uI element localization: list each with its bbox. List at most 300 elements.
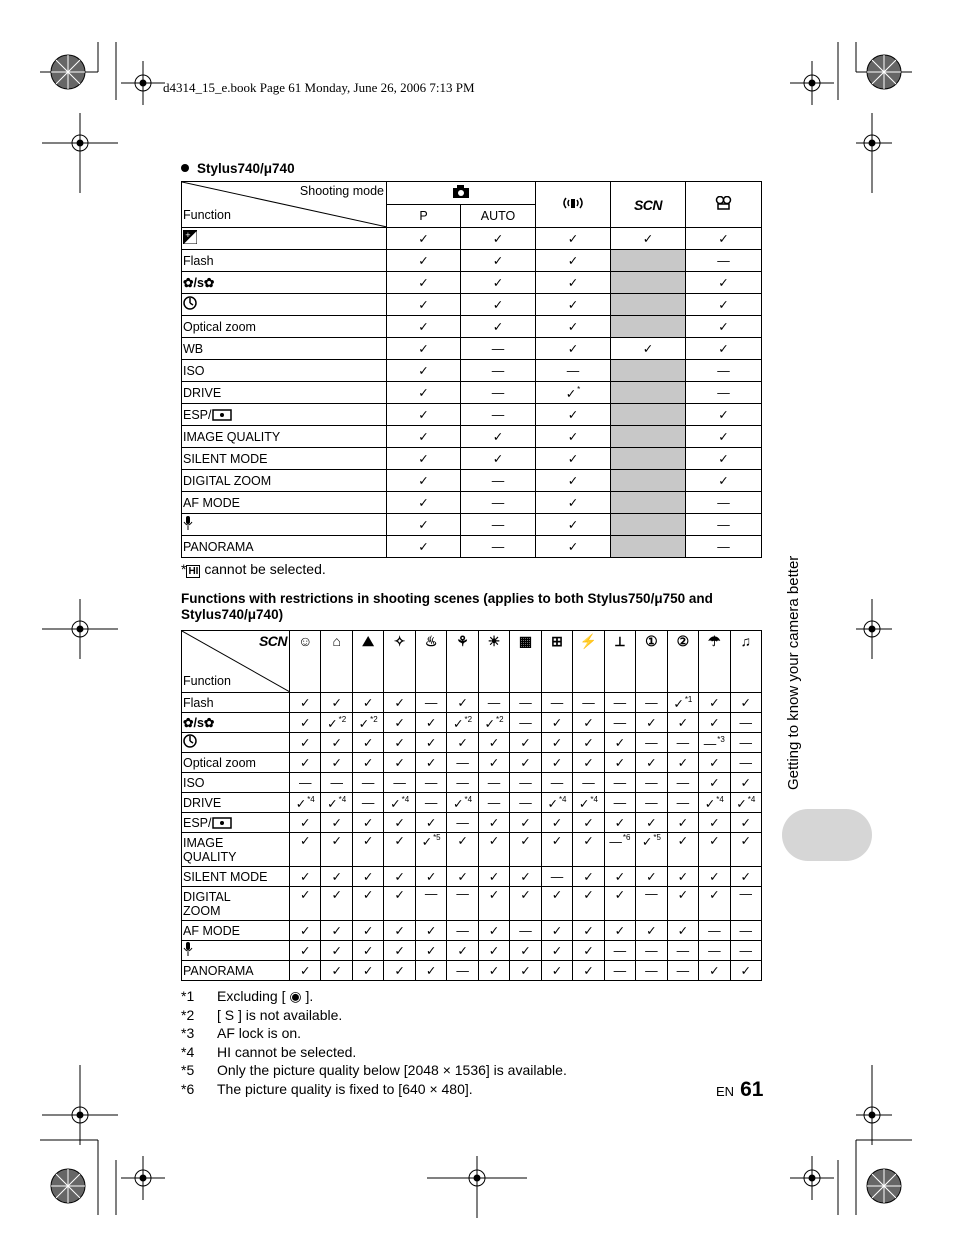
row-label: PANORAMA <box>182 961 290 981</box>
table-cell: ✓ <box>447 941 478 961</box>
table-cell <box>611 426 686 448</box>
row-label: AF MODE <box>182 492 387 514</box>
table-cell: ✓ <box>536 470 611 492</box>
table-cell: — <box>510 773 541 793</box>
shooting-mode-label: Shooting mode <box>299 184 384 198</box>
macro-icon: ✿/s✿ <box>183 716 215 730</box>
table-cell: ✓ <box>290 753 321 773</box>
table-cell: — <box>352 773 383 793</box>
table-cell <box>611 470 686 492</box>
function-label: Function <box>183 674 231 688</box>
footnote-item <box>181 1043 567 1062</box>
scene-icon: ♫ <box>740 633 752 649</box>
table-cell: — <box>321 773 352 793</box>
table-cell: ✓ <box>541 733 572 753</box>
footnote-text: cannot be selected. <box>204 561 326 577</box>
table-cell: — <box>686 382 762 404</box>
table-cell: — <box>461 382 536 404</box>
table-cell: — <box>636 961 667 981</box>
table-row <box>182 833 762 867</box>
table-cell: ✓ <box>461 448 536 470</box>
scene-icon: ⚡ <box>579 633 598 649</box>
table-cell: ✓ <box>415 753 446 773</box>
table-cell: — <box>636 773 667 793</box>
camera-icon <box>452 185 470 199</box>
table-cell: — <box>686 514 762 536</box>
table-cell: ✓$^{*5}$ <box>636 833 667 867</box>
footnote-item <box>181 1006 567 1025</box>
table-cell: — <box>447 921 478 941</box>
table-cell: ✓ <box>290 961 321 981</box>
table-cell: ✓ <box>290 921 321 941</box>
table-row <box>182 426 762 448</box>
spot-metering-icon <box>212 816 232 830</box>
table-cell: ✓ <box>478 961 509 981</box>
table-cell: ✓ <box>536 294 611 316</box>
table-cell: ✓ <box>290 713 321 733</box>
table-cell: ✓ <box>536 228 611 250</box>
page-number <box>716 1078 763 1102</box>
table-cell: — <box>447 813 478 833</box>
camera-mode-header <box>387 182 536 205</box>
table-cell: — <box>730 753 761 773</box>
table-cell: ✓ <box>478 887 509 921</box>
table-cell: ✓ <box>510 733 541 753</box>
table-cell: — <box>604 773 635 793</box>
table-row <box>182 733 762 753</box>
footnote-item <box>181 987 567 1006</box>
table-cell: ✓ <box>384 867 415 887</box>
table-cell: ✓ <box>604 753 635 773</box>
table-cell: ✓ <box>667 713 698 733</box>
table-row <box>182 887 762 921</box>
table-cell: ✓ <box>699 753 730 773</box>
table-cell: ✓ <box>461 250 536 272</box>
footnote-text: Excluding [ ◉ ]. <box>217 988 314 1004</box>
table-cell: ✓ <box>387 360 461 382</box>
table-cell: ✓ <box>536 514 611 536</box>
table-cell: — <box>667 733 698 753</box>
table-cell: ✓ <box>387 536 461 558</box>
table-cell: — <box>667 793 698 813</box>
table-cell: ✓ <box>290 833 321 867</box>
row-label <box>182 294 387 316</box>
row-label: ISO <box>182 360 387 382</box>
table-row <box>182 338 762 360</box>
table-cell: — <box>699 921 730 941</box>
table-cell: ✓ <box>573 753 604 773</box>
table-cell: ✓ <box>352 921 383 941</box>
scene-header-7 <box>478 631 509 693</box>
table-cell: — <box>510 713 541 733</box>
table-row <box>182 382 762 404</box>
table-cell: ✓ <box>352 867 383 887</box>
table-cell: ✓ <box>415 961 446 981</box>
table-cell: ✓ <box>387 272 461 294</box>
section-tab <box>782 809 872 861</box>
table-cell: ✓ <box>667 753 698 773</box>
scene-icon: ♨ <box>424 633 438 649</box>
table-cell: ✓ <box>387 382 461 404</box>
table-cell: ✓ <box>730 813 761 833</box>
table-cell: ✓ <box>573 733 604 753</box>
scene-header-13 <box>667 631 698 693</box>
table-cell: ✓$^{*2}$ <box>352 713 383 733</box>
table-cell: ✓ <box>699 887 730 921</box>
table-cell <box>611 492 686 514</box>
page-number-value: 61 <box>740 1078 764 1101</box>
footnote-number: *4 <box>181 1043 195 1060</box>
table-cell: — <box>461 404 536 426</box>
table-cell: ✓ <box>536 338 611 360</box>
scn-icon: SCN <box>633 196 663 213</box>
table-cell: — <box>541 693 572 713</box>
self-timer-icon <box>183 737 197 751</box>
table-cell: ✓ <box>667 813 698 833</box>
scene-header-11 <box>604 631 635 693</box>
table-cell: — <box>536 360 611 382</box>
footnote-number: *3 <box>181 1025 195 1041</box>
table-cell: ✓$^{*2}$ <box>321 713 352 733</box>
table-cell: ✓ <box>536 316 611 338</box>
scene-header-15 <box>730 631 761 693</box>
section-heading: Functions with restrictions in shooting scenes (applies to both Stylus750/μ750 and Stylus740/μ740) <box>181 591 713 622</box>
table-cell: ✓ <box>352 941 383 961</box>
table-cell: ✓ <box>536 426 611 448</box>
microphone-icon <box>183 945 193 959</box>
table-cell: ✓ <box>541 833 572 867</box>
table-cell: ✓ <box>290 813 321 833</box>
table-cell: — <box>415 693 446 713</box>
scene-header-6 <box>447 631 478 693</box>
table2-header-corner <box>182 631 290 693</box>
table-cell <box>611 382 686 404</box>
table-cell: — <box>604 961 635 981</box>
table-cell: ✓ <box>321 921 352 941</box>
table-cell <box>611 316 686 338</box>
table-cell: ✓ <box>321 753 352 773</box>
table-cell: — <box>667 961 698 981</box>
table-cell: ✓ <box>387 448 461 470</box>
scene-header-10 <box>573 631 604 693</box>
table-row <box>182 813 762 833</box>
table-row <box>182 961 762 981</box>
table-cell: ✓$^{*4}$ <box>730 793 761 813</box>
table-cell: ✓ <box>636 813 667 833</box>
table-cell: — <box>478 793 509 813</box>
table-cell: ✓ <box>541 887 572 921</box>
table-cell: ✓ <box>510 867 541 887</box>
table-cell: ✓ <box>686 470 762 492</box>
table-cell: — <box>636 941 667 961</box>
row-label: ESP/ <box>182 813 290 833</box>
table-row <box>182 773 762 793</box>
table-cell: ✓ <box>573 941 604 961</box>
table-cell: ✓ <box>415 921 446 941</box>
footnote-text: The picture quality is fixed to [640 × 480]. <box>217 1080 473 1097</box>
table-cell: ✓ <box>461 316 536 338</box>
table-cell: ✓ <box>686 448 762 470</box>
table-cell: ✓ <box>573 713 604 733</box>
function-mode-table <box>181 181 762 558</box>
model-title <box>181 161 295 176</box>
table-cell: ✓ <box>384 887 415 921</box>
table1-footnote <box>181 561 326 578</box>
table-cell: ✓ <box>321 813 352 833</box>
table-cell: ✓ <box>461 272 536 294</box>
microphone-icon <box>183 519 193 533</box>
table-cell: ✓ <box>384 753 415 773</box>
table-cell <box>611 360 686 382</box>
scene-icon: ⌂ <box>332 633 341 649</box>
scene-restrictions-table <box>181 630 762 981</box>
table-cell: ✓ <box>541 921 572 941</box>
p-subheader: P <box>387 205 461 228</box>
row-label: SILENT MODE <box>182 448 387 470</box>
table-cell: — <box>461 338 536 360</box>
table-cell: ✓ <box>290 733 321 753</box>
bullet-icon <box>181 164 189 172</box>
table-cell: ✓ <box>686 426 762 448</box>
table-cell: ✓ <box>384 813 415 833</box>
table-cell: ✓ <box>384 833 415 867</box>
scene-icon: ⛰ <box>362 633 375 649</box>
table1-header-corner <box>182 182 387 228</box>
table-cell: ✓ <box>387 404 461 426</box>
table-cell: ✓ <box>384 921 415 941</box>
table-cell: ✓ <box>730 773 761 793</box>
table-row <box>182 360 762 382</box>
scene-icon: ✧ <box>393 633 406 649</box>
table-cell: ✓ <box>478 833 509 867</box>
row-label: Flash <box>182 250 387 272</box>
table-cell: —$^{*3}$ <box>699 733 730 753</box>
table-cell: — <box>667 941 698 961</box>
footnote-text: AF lock is on. <box>217 1025 302 1041</box>
table-cell: ✓ <box>699 693 730 713</box>
footnotes <box>181 987 567 1098</box>
table-cell: ✓ <box>321 733 352 753</box>
table-cell: ✓ <box>384 941 415 961</box>
exposure-compensation-icon <box>183 233 197 247</box>
table-cell <box>611 448 686 470</box>
table-cell: ✓ <box>536 404 611 426</box>
table-cell: ✓ <box>461 228 536 250</box>
table-cell: ✓ <box>415 733 446 753</box>
table-row <box>182 514 762 536</box>
table-row <box>182 228 762 250</box>
scene-header-1 <box>290 631 321 693</box>
table-cell: — <box>461 492 536 514</box>
table-cell: ✓ <box>384 713 415 733</box>
table-row <box>182 404 762 426</box>
scene-header-8 <box>510 631 541 693</box>
table-cell: — <box>730 733 761 753</box>
table-cell: ✓ <box>541 813 572 833</box>
table-cell: ✓ <box>321 867 352 887</box>
table-cell: ✓$^{*4}$ <box>699 793 730 813</box>
table-cell: ✓ <box>478 733 509 753</box>
table-cell: ✓ <box>730 867 761 887</box>
table-cell: — <box>730 713 761 733</box>
table-cell: — <box>415 887 446 921</box>
table-cell: ✓ <box>541 713 572 733</box>
footnote-text: HI cannot be selected. <box>217 1043 357 1060</box>
table-cell: ✓ <box>541 961 572 981</box>
table-cell: ✓ <box>730 693 761 713</box>
table-cell: ✓$^{*4}$ <box>384 793 415 813</box>
row-label: IMAGE QUALITY <box>182 833 290 867</box>
table-cell: ✓ <box>573 961 604 981</box>
table-row <box>182 272 762 294</box>
table-cell: ✓ <box>541 753 572 773</box>
footnote-text: [ S ] is not available. <box>217 1006 343 1023</box>
table-cell: ✓ <box>686 228 762 250</box>
table-cell: — <box>686 360 762 382</box>
table-cell: ✓ <box>536 250 611 272</box>
table-cell: — <box>384 773 415 793</box>
table-cell: ✓ <box>667 833 698 867</box>
table-cell: ✓ <box>384 961 415 981</box>
table-cell: ✓ <box>604 921 635 941</box>
table-cell: ✓ <box>321 833 352 867</box>
table-cell: — <box>604 941 635 961</box>
table-cell: ✓$^{*2}$ <box>478 713 509 733</box>
table-cell: ✓ <box>699 713 730 733</box>
footnote-item <box>181 1080 567 1099</box>
footnote-number: *6 <box>181 1080 195 1097</box>
table-row <box>182 713 762 733</box>
table-cell: — <box>686 492 762 514</box>
table-cell: ✓ <box>573 813 604 833</box>
table-cell: — <box>699 941 730 961</box>
table-cell: ✓ <box>573 887 604 921</box>
table-cell: ✓ <box>699 833 730 867</box>
table-cell: ✓ <box>730 833 761 867</box>
scn-icon: SCN <box>258 633 287 649</box>
row-label: DIGITAL ZOOM <box>182 470 387 492</box>
table-cell: ✓ <box>290 693 321 713</box>
table-row <box>182 693 762 713</box>
row-label: ESP/ <box>182 404 387 426</box>
table-cell: — <box>461 470 536 492</box>
table-cell: — <box>461 514 536 536</box>
table-cell: ✓ <box>699 773 730 793</box>
table-cell: ✓ <box>321 887 352 921</box>
table-cell: ✓ <box>478 753 509 773</box>
table-cell: ✓ <box>352 753 383 773</box>
row-label: DRIVE <box>182 382 387 404</box>
table-cell: ✓ <box>536 492 611 514</box>
table-cell: ✓ <box>387 338 461 360</box>
row-label <box>182 514 387 536</box>
table-cell: ✓ <box>636 753 667 773</box>
row-label: IMAGE QUALITY <box>182 426 387 448</box>
row-label: PANORAMA <box>182 536 387 558</box>
scene-icon: ⚘ <box>456 633 469 649</box>
table-cell: ✓ <box>699 867 730 887</box>
scene-header-2 <box>321 631 352 693</box>
scene-icon: ⊞ <box>551 633 563 649</box>
row-label: Optical zoom <box>182 316 387 338</box>
scn-mode-header <box>611 182 686 228</box>
table-cell: ✓ <box>686 316 762 338</box>
footnote-text: Only the picture quality below [2048 × 1536] is available. <box>217 1062 567 1078</box>
table-cell: — <box>730 941 761 961</box>
scene-icon: ☂ <box>708 633 721 649</box>
table-cell: ✓ <box>387 316 461 338</box>
table-cell: ✓ <box>510 961 541 981</box>
table-cell: — <box>510 793 541 813</box>
table-cell: — <box>290 773 321 793</box>
table-cell: ✓ <box>686 272 762 294</box>
row-label <box>182 941 290 961</box>
function-label: Function <box>183 208 231 222</box>
table-cell <box>611 536 686 558</box>
scene-header-9 <box>541 631 572 693</box>
table-cell: ✓ <box>384 733 415 753</box>
table-cell: ✓ <box>415 813 446 833</box>
table-cell: — <box>730 921 761 941</box>
table-cell: ✓$^{*5}$ <box>415 833 446 867</box>
table-cell: — <box>415 793 446 813</box>
table-cell <box>611 272 686 294</box>
table-cell: ✓ <box>290 887 321 921</box>
table-cell: ✓ <box>478 921 509 941</box>
anti-shake-mode-header <box>536 182 611 228</box>
table-cell: ✓ <box>321 961 352 981</box>
table-row <box>182 536 762 558</box>
table-cell: ✓ <box>387 250 461 272</box>
section-side-title: Getting to know your camera better <box>785 555 802 790</box>
table-cell: — <box>461 360 536 382</box>
table-cell: ✓ <box>478 941 509 961</box>
footnote-number: *2 <box>181 1006 195 1023</box>
table-cell: — <box>510 921 541 941</box>
table-cell: ✓ <box>352 961 383 981</box>
table-cell: — <box>604 713 635 733</box>
anti-shake-icon <box>562 196 584 210</box>
scene-header-14 <box>699 631 730 693</box>
table-cell: ✓ <box>415 867 446 887</box>
table-cell <box>611 250 686 272</box>
svg-text:+: + <box>185 231 191 239</box>
table-cell: ✓ <box>636 713 667 733</box>
row-label: DRIVE <box>182 793 290 813</box>
table-cell: ✓ <box>321 941 352 961</box>
table-cell: ✓ <box>667 887 698 921</box>
table-cell: ✓ <box>387 514 461 536</box>
table-cell: ✓$^{*4}$ <box>321 793 352 813</box>
movie-icon <box>715 196 733 210</box>
table-cell: — <box>478 693 509 713</box>
table-cell: ✓* <box>536 382 611 404</box>
scene-header-5 <box>415 631 446 693</box>
row-label: AF MODE <box>182 921 290 941</box>
table-cell: ✓ <box>352 813 383 833</box>
table-cell: ✓ <box>604 867 635 887</box>
row-label: SILENT MODE <box>182 867 290 887</box>
table-cell: ✓ <box>604 733 635 753</box>
table-cell: ✓ <box>447 733 478 753</box>
table-cell: ✓ <box>387 426 461 448</box>
row-label <box>182 228 387 250</box>
table-cell: — <box>686 536 762 558</box>
table-row <box>182 753 762 773</box>
table-cell: ✓ <box>510 941 541 961</box>
table-cell: ✓ <box>352 887 383 921</box>
table-cell: ✓ <box>352 693 383 713</box>
